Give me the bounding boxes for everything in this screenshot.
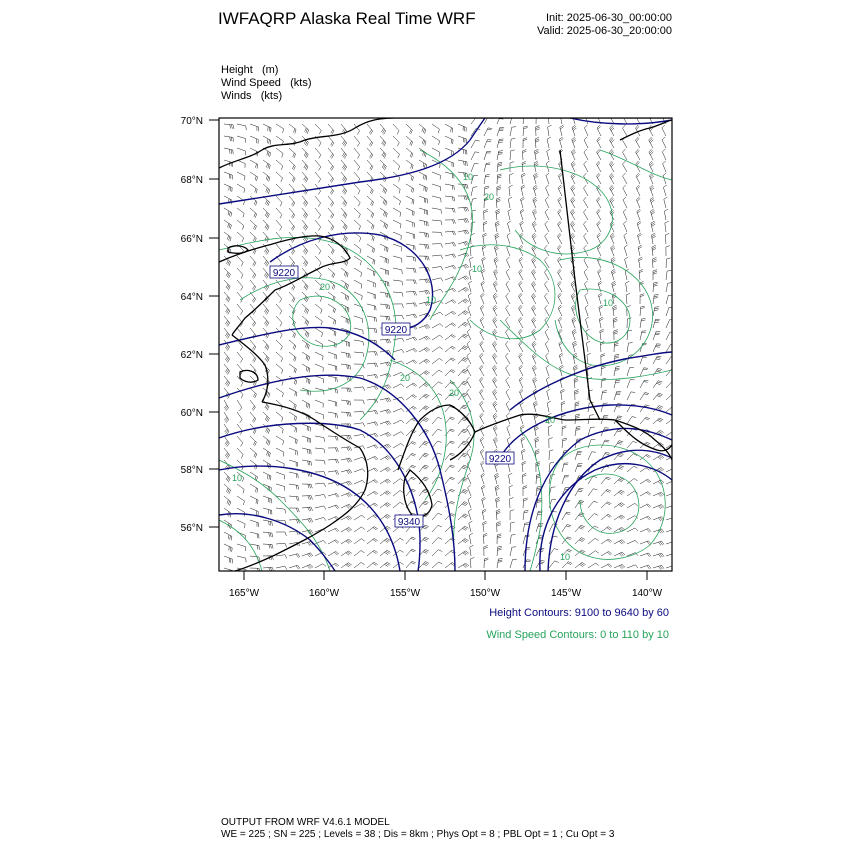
height-label xyxy=(395,515,423,528)
height-contour xyxy=(525,428,672,571)
wind-label: 20 xyxy=(545,415,556,425)
init-time: Init: 2025-06-30_00:00:00 xyxy=(546,12,672,24)
wind-contour xyxy=(500,166,612,254)
svg-text:9220: 9220 xyxy=(488,454,512,465)
height-contour xyxy=(219,514,335,571)
height-contour xyxy=(219,118,485,204)
wind-contour xyxy=(555,257,653,365)
height-label xyxy=(486,452,514,465)
wind-label: 10 xyxy=(472,264,483,274)
wind-label: 10 xyxy=(426,295,437,305)
cook-inlet xyxy=(398,405,450,470)
height-legend: Height Contours: 9100 to 9640 by 60 xyxy=(489,607,669,619)
valid-time: Valid: 2025-06-30_20:00:00 xyxy=(537,25,672,37)
wind-label: 10 xyxy=(560,552,571,562)
lat-label: 56°N xyxy=(180,523,203,534)
lat-label: 68°N xyxy=(180,175,203,186)
field-winds: Winds (kts) xyxy=(221,90,283,102)
north-slope-coast xyxy=(219,118,395,168)
lon-label: 150°W xyxy=(469,588,501,599)
map-frame xyxy=(219,118,672,571)
wind-label: 20 xyxy=(484,192,495,202)
svg-text:9220: 9220 xyxy=(272,268,296,279)
height-contours xyxy=(219,118,672,571)
kenai xyxy=(450,405,475,460)
field-wind-speed: Wind Speed (kts) xyxy=(221,77,312,89)
wind-speed-contours xyxy=(219,150,672,571)
field-height: Height (m) xyxy=(221,64,279,76)
model-footer xyxy=(221,817,614,841)
wind-label: 10 xyxy=(603,298,614,308)
height-label xyxy=(270,266,298,279)
lon-label: 155°W xyxy=(389,588,421,599)
st-lawrence xyxy=(228,246,248,253)
wind-label: 20 xyxy=(400,373,411,383)
lat-label: 64°N xyxy=(180,292,203,303)
footer-line-2: WE = 225 ; SN = 225 ; Levels = 38 ; Dis = 8km ; Phys Opt = 8 ; PBL Opt = 1 ; Cu Opt = 3 xyxy=(221,829,615,840)
coastlines xyxy=(219,118,672,571)
lat-label: 62°N xyxy=(180,350,203,361)
wind-label: 20 xyxy=(449,388,460,398)
southeast xyxy=(615,420,672,451)
wind-barbs xyxy=(224,113,677,575)
wind-label: 20 xyxy=(320,282,331,292)
norton-sound xyxy=(232,290,275,335)
wind-label: 10 xyxy=(232,473,243,483)
lon-label: 160°W xyxy=(308,588,340,599)
lat-label: 60°N xyxy=(180,408,203,419)
wind-contour xyxy=(390,360,446,500)
wind-label: 10 xyxy=(463,172,474,182)
lon-label: 145°W xyxy=(550,588,582,599)
lon-label: 165°W xyxy=(228,588,260,599)
map-title: IWFAQRP Alaska Real Time WRF xyxy=(218,9,476,28)
lat-label: 58°N xyxy=(180,465,203,476)
lon-label: 140°W xyxy=(631,588,663,599)
wind-legend: Wind Speed Contours: 0 to 110 by 10 xyxy=(486,629,669,641)
canada-border xyxy=(560,150,600,420)
svg-text:9220: 9220 xyxy=(384,325,408,336)
height-label xyxy=(382,323,410,336)
height-contour xyxy=(570,118,672,124)
footer-line-1: OUTPUT FROM WRF V4.6.1 MODEL xyxy=(221,817,390,828)
lat-label: 70°N xyxy=(180,116,203,127)
svg-text:9340: 9340 xyxy=(397,517,421,528)
barb-field xyxy=(224,113,677,575)
lat-label: 66°N xyxy=(180,234,203,245)
